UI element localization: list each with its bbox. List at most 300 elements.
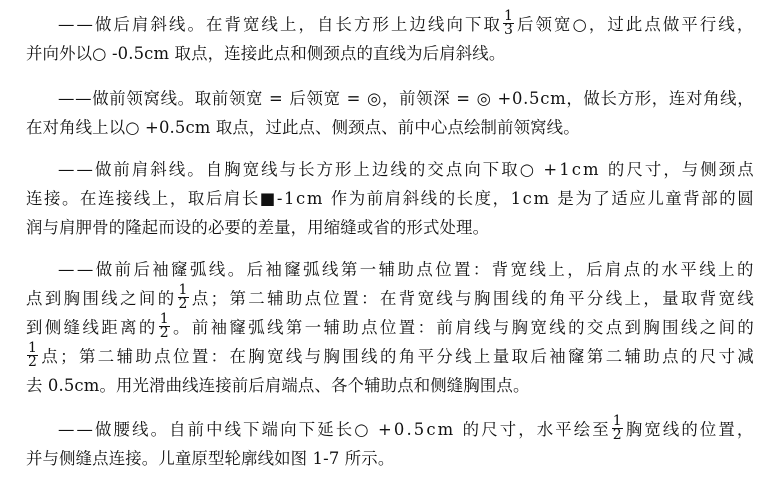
text-glyph (536, 157, 541, 183)
text-glyph: 过 (607, 15, 624, 34)
text-glyph: 1 (559, 160, 570, 179)
text-line (26, 86, 754, 112)
text-glyph: 行 (699, 15, 717, 34)
text-glyph: 应 (629, 189, 646, 208)
text-glyph: 线 (390, 160, 407, 179)
text-line (26, 311, 754, 341)
text-glyph: 一 (304, 318, 322, 337)
text-glyph: 窿 (568, 347, 585, 366)
text-glyph: 取 (680, 289, 698, 308)
text-glyph: 了 (593, 189, 610, 208)
text-glyph: 的 (680, 347, 698, 366)
text-glyph: 胸 (511, 318, 529, 337)
text-glyph: 之 (699, 318, 717, 337)
text-glyph: 平 (681, 15, 698, 34)
text-glyph: 腰 (113, 420, 131, 439)
text-glyph: 。 (227, 260, 245, 279)
text-glyph: 宽 (718, 289, 736, 308)
text-glyph: 取 (187, 189, 205, 208)
text-glyph: 后 (517, 15, 534, 34)
text-glyph: 间 (718, 318, 736, 337)
text-glyph: 助 (342, 318, 359, 337)
text-glyph: 0 (511, 89, 523, 108)
text-glyph: 部 (701, 189, 718, 208)
text-glyph: 前 (191, 318, 209, 337)
text-glyph: 的 (438, 189, 456, 208)
text-glyph: 位 (435, 260, 452, 279)
text-glyph: 线 (420, 189, 438, 208)
text-glyph: 自 (169, 420, 186, 439)
text-run: 并向外以○ -0.5cm 取点，连接此点和侧颈点的直线为后肩斜线。 (26, 44, 506, 63)
text-glyph: 点 (416, 260, 433, 279)
text-glyph: 线 (474, 318, 491, 337)
text-glyph: 宽 (554, 15, 571, 34)
text-glyph: 肩 (384, 189, 402, 208)
fraction-denominator: 2 (159, 325, 169, 341)
text-glyph: 减 (737, 347, 754, 366)
text-glyph: 角 (549, 289, 566, 308)
text-glyph: 胸 (63, 289, 81, 308)
text-glyph: 背 (224, 15, 242, 34)
text-glyph: 对 (685, 89, 703, 108)
text-line (26, 41, 754, 67)
text-glyph: ， (643, 289, 660, 308)
text-glyph: 的 (379, 347, 397, 366)
text-glyph: 寸 (718, 347, 736, 366)
text-glyph: 0 (393, 420, 405, 439)
text-glyph: 之 (120, 289, 137, 308)
text-glyph (263, 86, 268, 112)
text-glyph: 领 (306, 89, 324, 108)
text-glyph: 与 (681, 160, 699, 179)
fraction (178, 284, 189, 310)
text-glyph: 二 (97, 347, 115, 366)
text-glyph (361, 86, 366, 112)
text-glyph: 到 (26, 318, 43, 337)
text-glyph: 的 (568, 318, 585, 337)
text-glyph: 窿 (229, 318, 246, 337)
text-glyph: 自 (205, 160, 223, 179)
text-glyph: 辅 (116, 347, 134, 366)
text-glyph: 斜 (150, 160, 167, 179)
text-glyph: 点 (304, 289, 322, 308)
text-line (26, 373, 754, 399)
text-glyph: c (296, 189, 306, 208)
text-line (26, 157, 754, 183)
text-glyph: 延 (317, 420, 334, 439)
text-glyph: 向 (464, 160, 481, 179)
text-glyph: 背 (683, 189, 700, 208)
text-glyph: 线 (680, 318, 698, 337)
text-glyph: 侧 (44, 318, 62, 337)
fraction-numerator: 1 (159, 311, 169, 327)
text-glyph: 取 (511, 347, 529, 366)
fraction (27, 342, 38, 368)
text-run: 润与肩胛骨的隆起而设的必要的差量，用缩缝或省的形式处理。 (26, 218, 490, 237)
text-glyph: — (58, 89, 75, 108)
text-glyph: 肩 (604, 260, 622, 279)
text-glyph: 的 (737, 318, 754, 337)
text-glyph: 1 (510, 189, 522, 208)
text-glyph: 下 (465, 15, 482, 34)
text-glyph: 点 (662, 347, 679, 366)
fraction-denominator: 2 (612, 427, 622, 443)
text-glyph: 上 (624, 289, 642, 308)
text-glyph: 做 (583, 89, 600, 108)
text-glyph: 5 (529, 89, 540, 108)
text-glyph: 量 (492, 347, 510, 366)
text-glyph: 线 (549, 318, 566, 337)
text-glyph: 长 (600, 89, 618, 108)
text-glyph: 连 (26, 189, 43, 208)
text-glyph: ， (736, 15, 754, 34)
text-glyph: 袖 (210, 318, 228, 337)
text-glyph: 边 (371, 160, 389, 179)
text-glyph: 下 (243, 420, 260, 439)
text-glyph: 辅 (323, 318, 341, 337)
text-glyph: 边 (409, 15, 427, 34)
text-glyph: 上 (151, 189, 169, 208)
text-glyph: 袖 (549, 347, 566, 366)
text-glyph: 二 (605, 347, 623, 366)
text-glyph: 上 (391, 15, 408, 34)
text-glyph: 点 (154, 347, 171, 366)
text-glyph: 深 (433, 89, 450, 108)
text-glyph: 做 (94, 160, 112, 179)
text-glyph: 水 (661, 260, 679, 279)
text-glyph (324, 186, 329, 212)
text-line (26, 215, 754, 241)
text-glyph: 线 (699, 260, 716, 279)
text-glyph (601, 157, 606, 183)
text-glyph: 在 (379, 289, 397, 308)
text-line (26, 446, 754, 472)
text-glyph: 宽 (323, 89, 341, 108)
text-glyph: 线 (224, 420, 242, 439)
text-glyph: 上 (718, 260, 735, 279)
text-glyph: 线 (261, 160, 278, 179)
text-glyph: 置 (454, 260, 471, 279)
text-glyph: 领 (416, 89, 433, 108)
text-glyph: 宽 (246, 89, 263, 108)
text-glyph: — (76, 420, 94, 439)
text-glyph: 寸 (499, 420, 517, 439)
text-glyph: — (58, 15, 75, 34)
text-glyph: m (306, 189, 323, 208)
text-glyph: 线 (737, 289, 754, 308)
text-glyph: 。 (177, 89, 195, 108)
text-glyph: 胸 (474, 289, 491, 308)
text-glyph: 尺 (699, 347, 717, 366)
text-glyph: 辅 (624, 347, 642, 366)
text-glyph: 做 (662, 15, 680, 34)
text-glyph: ■ (259, 189, 276, 208)
text-glyph: 助 (397, 260, 415, 279)
text-glyph: 点 (737, 160, 754, 179)
text-glyph: 前 (436, 318, 453, 337)
text-glyph: 交 (586, 318, 604, 337)
text-glyph: ： (417, 318, 435, 337)
text-glyph: 线 (168, 160, 186, 179)
text-glyph: 接 (43, 189, 61, 208)
text-glyph: 分 (436, 347, 453, 366)
text-glyph: 线 (361, 347, 378, 366)
text-glyph: ， (169, 189, 187, 208)
text-glyph: 窿 (171, 260, 188, 279)
text-line (26, 413, 754, 443)
text-glyph: 长 (335, 420, 353, 439)
text-glyph: ◎ (366, 89, 382, 108)
text-glyph: 侧 (700, 160, 717, 179)
text-glyph: 到 (44, 289, 62, 308)
text-glyph: = (456, 89, 471, 108)
text-glyph: . (406, 420, 412, 439)
text-glyph: 线 (261, 15, 279, 34)
text-glyph: 接 (115, 189, 133, 208)
text-glyph: 前 (366, 189, 384, 208)
text-glyph: 线 (455, 347, 472, 366)
text-glyph: ： (472, 260, 490, 279)
text-glyph: 第 (78, 347, 96, 366)
text-glyph: + (378, 420, 392, 439)
text-glyph: 窝 (143, 89, 161, 108)
text-glyph: 点 (445, 160, 463, 179)
text-glyph: 平 (555, 420, 572, 439)
text-glyph: 线 (133, 189, 151, 208)
text-glyph: 背 (398, 289, 416, 308)
text-line (26, 257, 754, 283)
text-glyph: 位 (173, 347, 190, 366)
fraction-denominator: 2 (178, 296, 188, 312)
text-run: 并与侧缝点连接。儿童原型轮廓线如图 1-7 所示。 (26, 449, 395, 468)
text-glyph: 位 (699, 420, 717, 439)
text-glyph: 胸 (643, 318, 660, 337)
text-glyph: ； (60, 347, 77, 366)
text-glyph: 水 (536, 420, 554, 439)
text-glyph: 向 (280, 420, 297, 439)
text-glyph (455, 417, 460, 443)
text-glyph: 置 (718, 420, 735, 439)
text-glyph: 围 (492, 289, 510, 308)
text-glyph: 后 (246, 260, 264, 279)
text-line (26, 8, 754, 38)
text-glyph: 为 (348, 189, 366, 208)
text-glyph: 平 (568, 289, 585, 308)
text-glyph: 后 (113, 15, 131, 34)
text-glyph: 。 (173, 318, 190, 337)
text-glyph: 适 (611, 189, 628, 208)
text-glyph: 的 (607, 160, 625, 179)
text-glyph: 袖 (265, 260, 282, 279)
text-glyph: 一 (359, 260, 377, 279)
text-glyph: 尺 (481, 420, 498, 439)
fraction (159, 313, 170, 339)
text-glyph: 线 (662, 420, 680, 439)
text-glyph: ◎ (476, 89, 492, 108)
text-glyph: 肩 (131, 160, 149, 179)
text-glyph: 角 (703, 89, 720, 108)
text-glyph: 位 (323, 289, 341, 308)
fraction (503, 10, 514, 36)
text-glyph (371, 417, 376, 443)
text-glyph: 的 (157, 289, 175, 308)
text-glyph: c (571, 160, 582, 179)
text-glyph: 。 (61, 189, 79, 208)
text-glyph: ， (492, 189, 510, 208)
text-glyph: 平 (417, 347, 435, 366)
text-glyph: 后 (133, 260, 150, 279)
text-glyph: 弧 (190, 260, 207, 279)
text-glyph: 方 (617, 89, 635, 108)
text-glyph: 线 (267, 318, 284, 337)
text-glyph: 线 (160, 89, 178, 108)
text-glyph: 上 (353, 160, 371, 179)
text-glyph: 前 (109, 89, 126, 108)
text-glyph: 宽 (243, 15, 260, 34)
text-glyph (471, 86, 476, 112)
text-glyph: 长 (456, 189, 474, 208)
fraction (612, 415, 623, 441)
text-glyph: 与 (455, 289, 472, 308)
text-glyph: 下 (482, 160, 500, 179)
text-glyph: m (550, 89, 566, 108)
text-glyph (492, 86, 497, 112)
fraction-numerator: 1 (178, 282, 188, 298)
text-glyph: 第 (340, 260, 358, 279)
text-glyph: 线 (428, 15, 445, 34)
text-glyph: 线 (511, 289, 529, 308)
text-glyph: 到 (624, 318, 642, 337)
text-run: 在对角线上以○ +0.5cm 取点，过此点、侧颈点、前中心点绘制前领窝线。 (26, 118, 580, 137)
text-glyph: 辅 (267, 289, 284, 308)
text-glyph: 助 (643, 347, 660, 366)
text-glyph: 为 (575, 189, 592, 208)
text-glyph: 取 (501, 160, 518, 179)
fraction-denominator: 2 (28, 354, 38, 370)
text-glyph: 是 (557, 189, 574, 208)
text-glyph: 童 (665, 189, 682, 208)
text-glyph: ， (736, 420, 754, 439)
text-glyph: 方 (354, 15, 371, 34)
text-glyph: 弧 (248, 318, 265, 337)
text-glyph: 二 (248, 289, 265, 308)
text-glyph: 助 (285, 289, 303, 308)
text-glyph: 后 (530, 347, 547, 366)
fraction-numerator: 1 (28, 340, 38, 356)
text-line (26, 340, 754, 370)
text-glyph: 间 (138, 289, 156, 308)
text-glyph: 点 (623, 260, 641, 279)
text-glyph: 斜 (150, 15, 168, 34)
text-glyph: 线 (720, 89, 737, 108)
text-glyph: 辅 (378, 260, 396, 279)
text-glyph (341, 86, 346, 112)
text-glyph: + (497, 89, 512, 108)
text-glyph: 形 (372, 15, 390, 34)
text-glyph: 在 (79, 189, 97, 208)
text-glyph: 前 (187, 420, 205, 439)
text-glyph: 后 (289, 89, 306, 108)
text-glyph: ， (737, 89, 754, 108)
text-glyph: 线 (285, 347, 303, 366)
text-glyph: c (540, 89, 550, 108)
text-glyph: - (276, 189, 283, 208)
text-glyph: 交 (427, 160, 444, 179)
text-glyph: 颈 (718, 160, 736, 179)
text-glyph: 的 (681, 420, 698, 439)
text-glyph: 上 (548, 260, 565, 279)
text-glyph: 点 (41, 347, 58, 366)
text-glyph: ， (566, 89, 583, 108)
text-glyph: — (58, 160, 75, 179)
text-glyph: 长 (298, 160, 315, 179)
text-glyph: + (543, 160, 558, 179)
text-glyph (450, 86, 455, 112)
fraction-numerator: 1 (504, 8, 514, 24)
text-glyph: 肩 (455, 318, 472, 337)
text-glyph: ； (210, 289, 228, 308)
text-glyph: 胸 (323, 347, 341, 366)
text-glyph: 与 (279, 160, 297, 179)
text-run: 去 0.5cm。用光滑曲线连接前后肩端点、各个辅助点和侧缝胸围点。 (26, 376, 530, 395)
text-glyph: 此 (625, 15, 643, 34)
text-glyph: — (76, 15, 94, 34)
text-glyph: 前 (113, 160, 130, 179)
text-glyph: 量 (662, 289, 679, 308)
text-glyph: m (437, 420, 454, 439)
text-glyph: ， (567, 260, 584, 279)
text-glyph: — (76, 160, 94, 179)
text-glyph: 距 (101, 318, 118, 337)
text-glyph: — (75, 89, 92, 108)
text-line (26, 186, 754, 212)
text-glyph: 背 (699, 289, 717, 308)
text-glyph: . (523, 89, 529, 108)
text-glyph: 。 (150, 420, 168, 439)
fraction-numerator: 1 (612, 413, 622, 429)
text-glyph: 度 (474, 189, 492, 208)
text-glyph: 的 (530, 289, 547, 308)
text-glyph: 线 (132, 420, 149, 439)
text-glyph: ○ (519, 160, 535, 179)
text-glyph: 点 (26, 289, 43, 308)
text-glyph: 取 (194, 89, 212, 108)
text-glyph: m (533, 189, 550, 208)
text-line (26, 282, 754, 312)
text-glyph: 线 (529, 260, 547, 279)
text-glyph: 点 (644, 15, 661, 34)
text-glyph: 作 (330, 189, 348, 208)
text-glyph: 胸 (625, 420, 643, 439)
text-glyph: 形 (634, 89, 652, 108)
text-glyph: 线 (322, 260, 339, 279)
text-glyph: 胸 (248, 347, 265, 366)
text-glyph: — (58, 420, 75, 439)
text-glyph: c (522, 189, 532, 208)
text-glyph: 宽 (242, 160, 260, 179)
text-glyph: 线 (718, 15, 735, 34)
text-glyph: 线 (605, 289, 623, 308)
text-glyph: 肩 (223, 189, 241, 208)
text-glyph: 尺 (626, 160, 643, 179)
text-glyph: 线 (101, 289, 118, 308)
text-glyph: 围 (662, 318, 679, 337)
text-glyph: 点 (605, 318, 623, 337)
fraction-denominator: 3 (504, 22, 514, 38)
text-glyph: 前 (399, 89, 416, 108)
text-glyph: 1 (284, 189, 295, 208)
text-glyph: 与 (492, 318, 510, 337)
